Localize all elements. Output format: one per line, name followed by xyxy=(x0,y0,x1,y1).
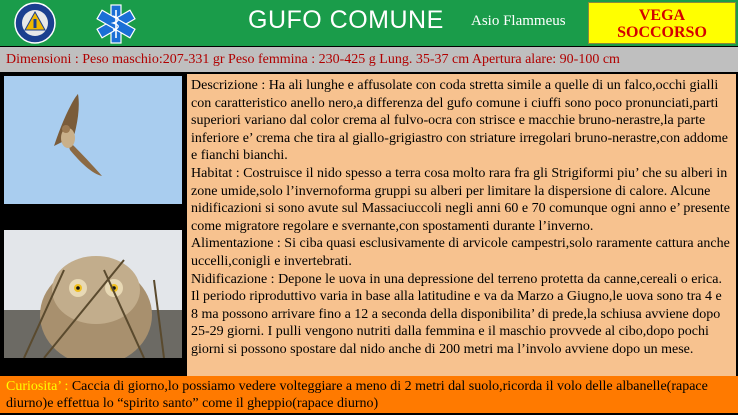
header-bar xyxy=(0,0,738,46)
vega-soccorso-badge xyxy=(588,2,736,44)
civil-protection-logo xyxy=(12,2,58,44)
nidificazione-text: Nidificazione : Depone le uova in una depressione del terreno protetta da canne,cereali o erica. Il periodo riproduttivo varia in base alla latitudine e va da Marzo a Giugno,le uova sono tra 4 e 8 ma possono arrivare fino a 12 a seconda della disponibilita’ di prede,la schiusa avviene dopo 25-29 giorni. I pulli vengono nutriti dalla femmina e il maschio provvede al cibo,dopo pochi giorni si possono spostare dal nido anche di 200 metri ma l’involo avviene dopo un mese. xyxy=(191,271,722,357)
owl-perched-photo xyxy=(4,230,182,358)
description-text: Descrizione : Ha ali lunghe e affusolate con coda stretta simile a quelle di un falco,occhi gialli con caratteristico anello nero,a differenza del gufo comune i ciuffi sono poco pronunciati,parti superiori variano dal color crema al fulvo-ocra con strisce e macchie bruno-nerastre,la parte inferiore e’ crema che tira al giallo-grigiastro con striature irregolari bruno-nerastre,con addome e fianchi bianchi. xyxy=(191,78,728,164)
dimensions-bar: Dimensioni : Peso maschio:207-331 gr Peso femmina : 230-425 g Lung. 35-37 cm Apertura alare: 90-100 cm xyxy=(0,47,738,72)
curiosity-label: Curiosita’ : xyxy=(6,379,69,394)
habitat-text: Habitat : Costruisce il nido spesso a terra cosa molto rara fra gli Strigiformi piu’ che su alberi in zone umide,solo l’invernoforma gruppi su alberi per limitare la dispersione di calore. Alcune nidificazioni si sono avute sul Massaciuccoli negli anni 60 e 70 comunque ogni anno e’ presente come migratore regolare e svernante,con spostamenti durante l’inverno. xyxy=(191,165,730,234)
owl-in-flight-photo xyxy=(4,76,182,204)
alimentazione-text: Alimentazione : Si ciba quasi esclusivamente di arvicole campestri,solo raramente cattura anche uccelli,conigli e invertebrati. xyxy=(191,236,730,269)
curiosity-text: Caccia di giorno,lo possiamo vedere volteggiare a meno di 2 metri dal suolo,ricorda il volo delle albanelle(rapace diurno)e effettua lo “spirito santo” come il gheppio(rapace diurno) xyxy=(6,379,708,411)
latin-name: Asio Flammeus xyxy=(471,13,566,29)
star-of-life-icon xyxy=(94,4,138,44)
page-title: GUFO COMUNE xyxy=(248,6,444,34)
curiosity-bar xyxy=(0,376,738,413)
description-panel xyxy=(187,74,736,376)
badge-line-2: SOCCORSO xyxy=(617,24,707,41)
badge-line-1: VEGA xyxy=(638,7,686,24)
